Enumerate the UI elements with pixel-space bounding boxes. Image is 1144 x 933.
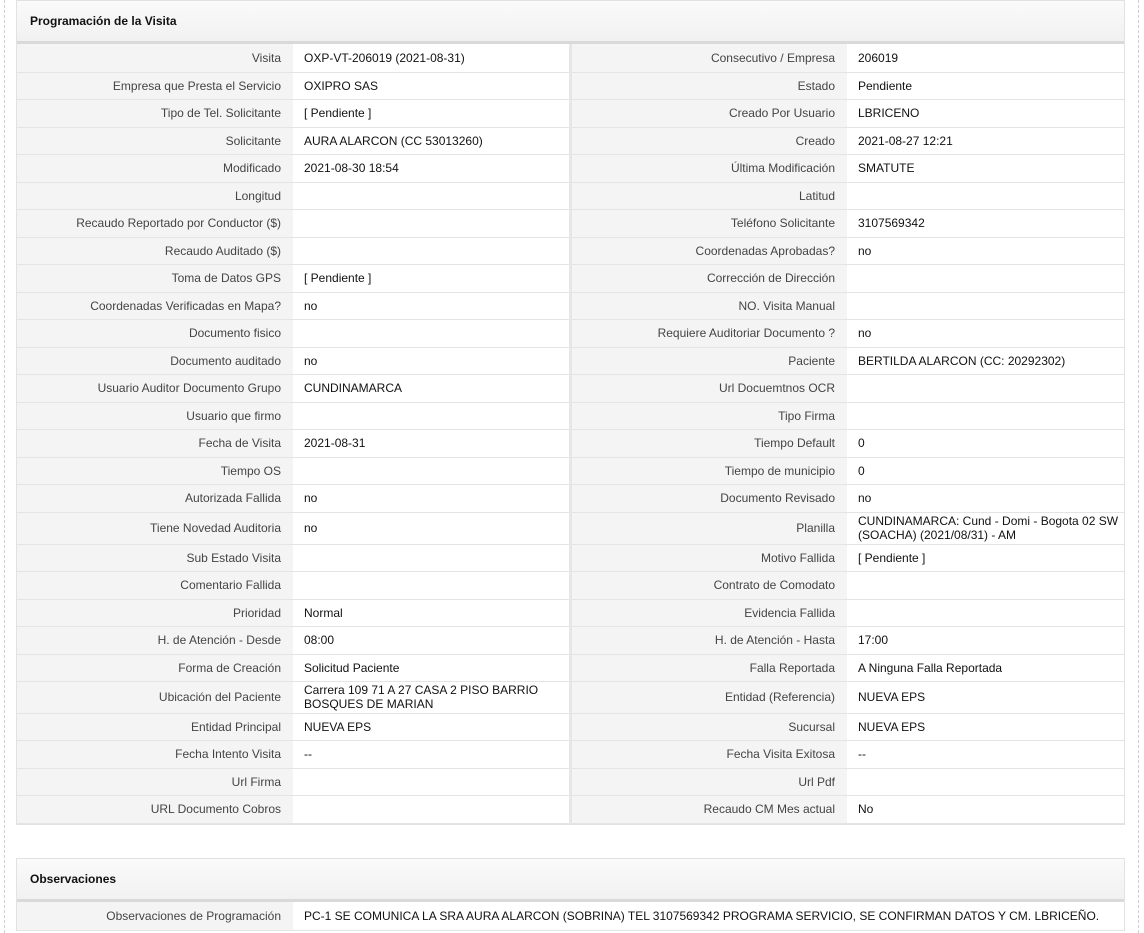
field-value: [ Pendiente ] — [847, 544, 1124, 571]
field-label: Fecha de Visita — [17, 429, 293, 457]
field-label: Entidad Principal — [17, 713, 293, 740]
field-label: Corrección de Dirección — [570, 264, 847, 292]
table-row — [17, 44, 1124, 72]
field-value — [847, 402, 1124, 429]
field-label: Estado — [570, 72, 847, 99]
field-label: Consecutivo / Empresa — [570, 44, 847, 72]
field-label: Creado — [570, 127, 847, 154]
field-label: NO. Visita Manual — [570, 292, 847, 319]
table-row — [17, 154, 1124, 182]
field-value: 17:00 — [847, 626, 1124, 654]
field-value — [847, 264, 1124, 292]
field-value: 2021-08-30 18:54 — [293, 154, 570, 182]
table-row — [17, 626, 1124, 654]
field-value: 0 — [847, 429, 1124, 457]
field-value: -- — [847, 740, 1124, 768]
field-label: Entidad (Referencia) — [570, 681, 847, 713]
table-row — [17, 182, 1124, 209]
field-value: [ Pendiente ] — [293, 264, 570, 292]
field-value: no — [847, 237, 1124, 264]
field-value: no — [293, 512, 570, 544]
field-label: Fecha Intento Visita — [17, 740, 293, 768]
field-value: BERTILDA ALARCON (CC: 20292302) — [847, 347, 1124, 374]
field-label: URL Documento Cobros — [17, 795, 293, 823]
field-value — [847, 571, 1124, 599]
table-row — [17, 713, 1124, 740]
field-label: Prioridad — [17, 599, 293, 626]
field-value: 08:00 — [293, 626, 570, 654]
observaciones-panel — [16, 858, 1125, 931]
field-value: -- — [293, 740, 570, 768]
table-row — [17, 429, 1124, 457]
field-value — [293, 768, 570, 795]
field-label: Recaudo Auditado ($) — [17, 237, 293, 264]
field-label: Tiempo de municipio — [570, 457, 847, 484]
field-value — [293, 209, 570, 237]
field-value — [847, 374, 1124, 402]
field-label: Autorizada Fallida — [17, 484, 293, 512]
visit-details-table — [17, 44, 1124, 824]
field-label: Observaciones de Programación — [17, 902, 293, 930]
table-row — [17, 599, 1124, 626]
field-label: Tiempo OS — [17, 457, 293, 484]
field-label: H. de Atención - Hasta — [570, 626, 847, 654]
field-value: OXP-VT-206019 (2021-08-31) — [293, 44, 570, 72]
table-row — [17, 127, 1124, 154]
field-value: SMATUTE — [847, 154, 1124, 182]
field-value: no — [847, 484, 1124, 512]
field-label: Teléfono Solicitante — [570, 209, 847, 237]
field-label: Creado Por Usuario — [570, 99, 847, 127]
field-value: No — [847, 795, 1124, 823]
table-row — [17, 654, 1124, 681]
field-value: 2021-08-31 — [293, 429, 570, 457]
field-label: Usuario que firmo — [17, 402, 293, 429]
field-label: Tiene Novedad Auditoria — [17, 512, 293, 544]
field-label: Modificado — [17, 154, 293, 182]
field-label: Paciente — [570, 347, 847, 374]
field-label: Documento auditado — [17, 347, 293, 374]
field-value: LBRICENO — [847, 99, 1124, 127]
field-value — [847, 292, 1124, 319]
field-label: Tipo de Tel. Solicitante — [17, 99, 293, 127]
field-value: OXIPRO SAS — [293, 72, 570, 99]
table-row — [17, 319, 1124, 347]
field-value: NUEVA EPS — [847, 713, 1124, 740]
field-value: no — [847, 319, 1124, 347]
table-row — [17, 457, 1124, 484]
observaciones-table — [17, 902, 1124, 931]
table-row — [17, 544, 1124, 571]
field-label: Forma de Creación — [17, 654, 293, 681]
field-label: Empresa que Presta el Servicio — [17, 72, 293, 99]
field-value: 206019 — [847, 44, 1124, 72]
field-value: Normal — [293, 599, 570, 626]
table-row — [17, 571, 1124, 599]
field-label: Longitud — [17, 182, 293, 209]
table-row — [17, 768, 1124, 795]
field-label: Documento fisico — [17, 319, 293, 347]
field-value: [ Pendiente ] — [293, 99, 570, 127]
field-value: Carrera 109 71 A 27 CASA 2 PISO BARRIO BOSQUES DE MARIAN — [293, 681, 570, 713]
table-row — [17, 512, 1124, 544]
field-label: Visita — [17, 44, 293, 72]
field-value: no — [293, 292, 570, 319]
section-title: Programación de la Visita — [17, 1, 1124, 44]
table-row — [17, 72, 1124, 99]
field-value — [293, 182, 570, 209]
field-value — [847, 182, 1124, 209]
table-row — [17, 902, 1124, 930]
field-value: A Ninguna Falla Reportada — [847, 654, 1124, 681]
field-label: Url Firma — [17, 768, 293, 795]
table-row — [17, 99, 1124, 127]
field-value: Pendiente — [847, 72, 1124, 99]
field-label: Fecha Visita Exitosa — [570, 740, 847, 768]
table-row — [17, 402, 1124, 429]
table-row — [17, 484, 1124, 512]
table-row — [17, 237, 1124, 264]
field-label: Coordenadas Aprobadas? — [570, 237, 847, 264]
field-label: Solicitante — [17, 127, 293, 154]
section-title: Observaciones — [17, 859, 1124, 902]
field-label: Motivo Fallida — [570, 544, 847, 571]
field-value: no — [293, 347, 570, 374]
field-label: Tipo Firma — [570, 402, 847, 429]
field-value: AURA ALARCON (CC 53013260) — [293, 127, 570, 154]
field-label: Usuario Auditor Documento Grupo — [17, 374, 293, 402]
page-left-border — [4, 0, 5, 933]
field-value: CUNDINAMARCA — [293, 374, 570, 402]
field-label: Contrato de Comodato — [570, 571, 847, 599]
field-value — [293, 571, 570, 599]
table-row — [17, 795, 1124, 823]
field-value — [293, 457, 570, 484]
field-value: 3107569342 — [847, 209, 1124, 237]
field-value — [293, 237, 570, 264]
field-value — [293, 402, 570, 429]
field-value: no — [293, 484, 570, 512]
field-value: PC-1 SE COMUNICA LA SRA AURA ALARCON (SOBRINA) TEL 3107569342 PROGRAMA SERVICIO, SE CONFIRMAN DATOS Y CM. LBRICEÑO. — [293, 902, 1124, 930]
field-label: Evidencia Fallida — [570, 599, 847, 626]
field-value — [293, 319, 570, 347]
field-label: Planilla — [570, 512, 847, 544]
field-label: Recaudo CM Mes actual — [570, 795, 847, 823]
field-label: Comentario Fallida — [17, 571, 293, 599]
table-row — [17, 740, 1124, 768]
field-label: Coordenadas Verificadas en Mapa? — [17, 292, 293, 319]
field-label: Url Docuemtnos OCR — [570, 374, 847, 402]
field-value — [293, 795, 570, 823]
table-row — [17, 374, 1124, 402]
field-value: NUEVA EPS — [847, 681, 1124, 713]
field-label: Documento Revisado — [570, 484, 847, 512]
field-value: Solicitud Paciente — [293, 654, 570, 681]
field-value — [293, 544, 570, 571]
field-label: Falla Reportada — [570, 654, 847, 681]
page-right-border — [1138, 0, 1139, 933]
table-row — [17, 292, 1124, 319]
field-label: Última Modificación — [570, 154, 847, 182]
field-label: Tiempo Default — [570, 429, 847, 457]
field-label: Sucursal — [570, 713, 847, 740]
field-label: Toma de Datos GPS — [17, 264, 293, 292]
table-row — [17, 681, 1124, 713]
field-label: Requiere Auditoriar Documento ? — [570, 319, 847, 347]
field-label: Ubicación del Paciente — [17, 681, 293, 713]
field-label: Url Pdf — [570, 768, 847, 795]
field-value: NUEVA EPS — [293, 713, 570, 740]
field-value: CUNDINAMARCA: Cund - Domi - Bogota 02 SW (SOACHA) (2021/08/31) - AM — [847, 512, 1124, 544]
programacion-panel — [16, 0, 1125, 825]
field-label: Latitud — [570, 182, 847, 209]
field-value: 0 — [847, 457, 1124, 484]
field-value: 2021-08-27 12:21 — [847, 127, 1124, 154]
table-row — [17, 347, 1124, 374]
field-label: Recaudo Reportado por Conductor ($) — [17, 209, 293, 237]
table-row — [17, 264, 1124, 292]
field-label: H. de Atención - Desde — [17, 626, 293, 654]
table-row — [17, 209, 1124, 237]
field-value — [847, 599, 1124, 626]
field-label: Sub Estado Visita — [17, 544, 293, 571]
field-value — [847, 768, 1124, 795]
